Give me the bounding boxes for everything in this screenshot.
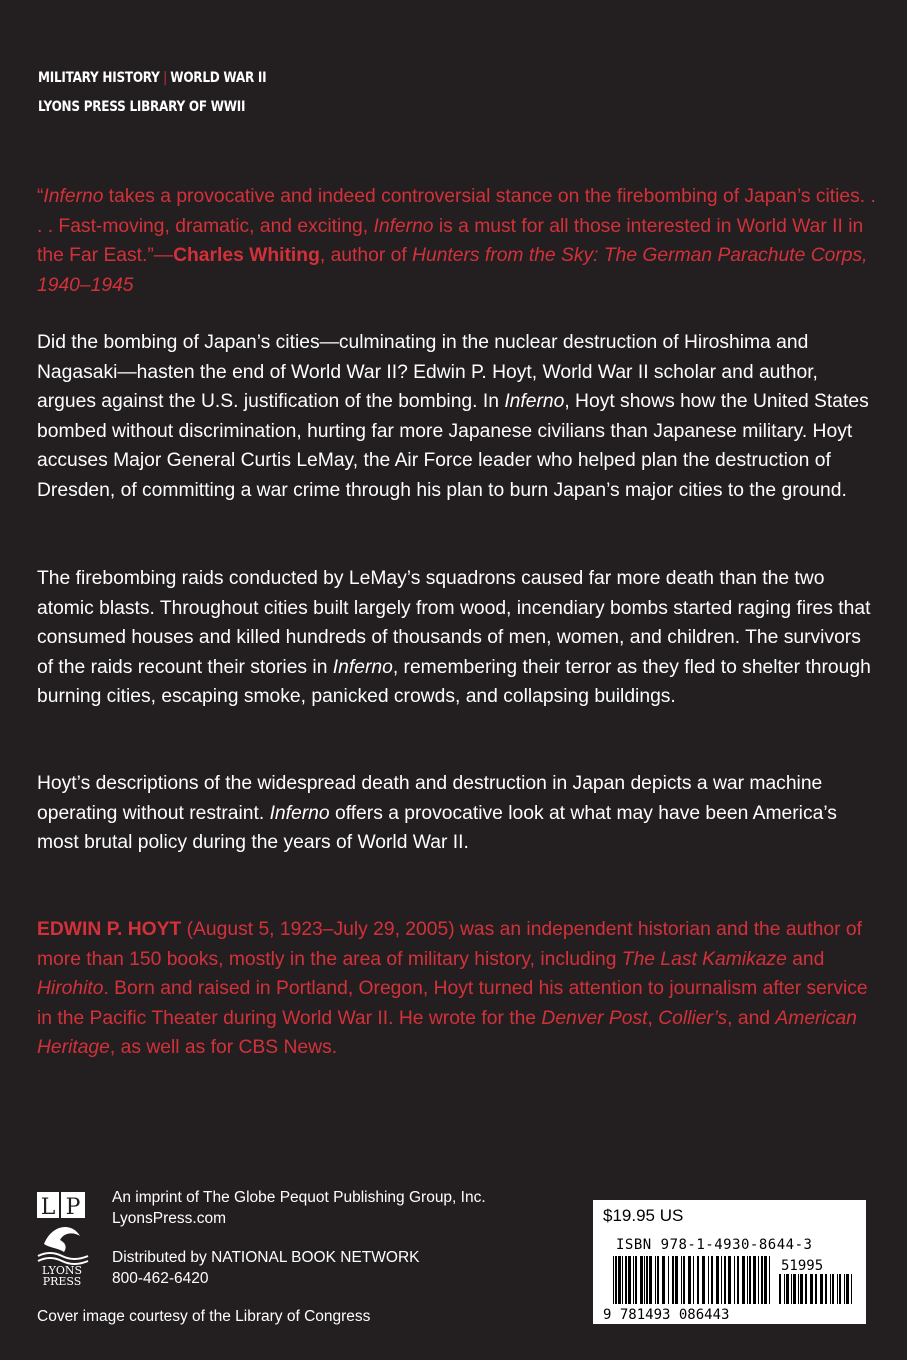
barcode-bar <box>832 1274 834 1304</box>
barcode-bar <box>721 1256 722 1304</box>
quote-author: Charles Whiting <box>173 245 320 266</box>
barcode-bar <box>724 1256 726 1304</box>
bio-text-5: , and <box>727 1007 776 1029</box>
barcode-bar <box>675 1256 678 1304</box>
barcode-bar <box>635 1256 637 1304</box>
ean-bars <box>613 1256 770 1304</box>
distributor-line: Distributed by NATIONAL BOOK NETWORK <box>112 1249 420 1266</box>
barcode-bar <box>779 1274 781 1304</box>
barcode-bar <box>672 1256 674 1304</box>
bio-title-5: American Heritage <box>37 1007 857 1058</box>
bio-title-4: Collier’s <box>658 1007 728 1029</box>
ean-digits: 9 781493 086443 <box>603 1307 730 1323</box>
barcode-bar <box>613 1256 614 1304</box>
phone-number: 800-462-6420 <box>112 1270 209 1287</box>
barcode-bar <box>640 1256 643 1304</box>
barcode-bar <box>688 1256 691 1304</box>
review-quote <box>37 182 877 300</box>
barcode-bar <box>628 1256 631 1304</box>
barcode-bar <box>747 1256 748 1304</box>
barcode-panel <box>593 1200 866 1324</box>
barcode-bar <box>683 1256 685 1304</box>
price-label: $19.95 US <box>603 1206 684 1225</box>
category-separator: | <box>163 70 167 86</box>
website-link[interactable]: LyonsPress.com <box>112 1210 226 1227</box>
distribution-info <box>112 1247 419 1289</box>
quote-text-3: , author of <box>319 245 413 266</box>
barcode-bar <box>681 1256 682 1304</box>
body-p3-title: Inferno <box>269 802 330 824</box>
lyons-press-logo-icon <box>34 1190 94 1286</box>
quote-title-1: Inferno <box>43 186 104 207</box>
barcode-bar <box>649 1256 652 1304</box>
barcode-bar <box>786 1274 789 1304</box>
body-p2-title: Inferno <box>332 656 393 678</box>
imprint-line: An imprint of The Globe Pequot Publishing Group, Inc. <box>112 1189 486 1206</box>
bio-author-name: EDWIN P. HOYT <box>37 919 182 940</box>
bio-title-1: The Last Kamikaze <box>621 948 787 970</box>
bio-title-3: Denver Post <box>541 1007 648 1029</box>
barcode-bar <box>825 1274 827 1304</box>
barcode-bar <box>668 1256 669 1304</box>
bio-text-6: , as well as for CBS News. <box>109 1037 338 1058</box>
barcode-bar <box>697 1256 699 1304</box>
barcode-bar <box>761 1256 763 1304</box>
addon-bars <box>779 1274 852 1304</box>
barcode-bar <box>625 1256 627 1304</box>
barcode-bar <box>615 1256 617 1304</box>
barcode-bar <box>753 1256 756 1304</box>
publisher-info <box>112 1187 486 1229</box>
barcode-bar <box>839 1274 841 1304</box>
barcode-bar <box>810 1274 813 1304</box>
barcode-bar <box>837 1274 838 1304</box>
barcode-bar <box>662 1256 665 1304</box>
isbn-label: ISBN 978-1-4930-8644-3 <box>616 1237 813 1253</box>
body-paragraph-2 <box>37 564 877 712</box>
barcode-bar <box>693 1256 694 1304</box>
barcode-bar <box>791 1274 792 1304</box>
body-p2-text-a: The firebombing raids conducted by LeMay’s squadrons caused far more death than the two atomic blasts. Throughout cities built largely from wood, incendiary bombs started raging fires that consumed houses and killed hundreds of thousands of men, women, and children. The survivors of the raids recount their stories in <box>37 568 871 678</box>
barcode-bar <box>622 1256 623 1304</box>
bio-title-2: Hirohito <box>37 978 104 999</box>
barcode-bar <box>844 1274 845 1304</box>
logo-letter-l: L <box>40 1195 56 1220</box>
cover-credit: Cover image courtesy of the Library of Congress <box>37 1308 371 1325</box>
quote-open: “ <box>37 186 44 207</box>
series-name: LYONS PRESS LIBRARY OF WWII <box>38 99 246 115</box>
bio-text-3: . Born and raised in Portland, Oregon, Hoyt turned his attention to journalism after service in the Pacific Theater during World War II. He wrote for the <box>37 978 868 1029</box>
barcode-bar <box>749 1256 751 1304</box>
barcode-bar <box>800 1274 803 1304</box>
bio-text-1: (August 5, 1923–July 29, 2005) was an independent historian and the author of more than 150 books, mostly in the area of military history, including <box>37 919 862 970</box>
body-p1-text-b: , Hoyt shows how the United States bombed without discrimination, hurting far more Japanese civilians than Japanese military. Hoyt accuses Major General Curtis LeMay, the Air Force leader who helped plan the destruction of Dresden, of committing a war crime through his plan to burn Japan’s major cities to the ground. <box>37 391 869 501</box>
barcode-bar <box>764 1256 767 1304</box>
logo-dolphin-shape <box>44 1227 80 1252</box>
barcode-bar <box>644 1256 645 1304</box>
body-p3-text-a: Hoyt’s descriptions of the widespread death and destruction in Japan depicts a war machine operating without restraint. <box>37 773 823 824</box>
barcode-bar <box>758 1256 759 1304</box>
body-paragraph-3 <box>37 769 877 858</box>
barcode-bar <box>851 1274 852 1304</box>
logo-text-lyons: LYONS <box>41 1264 83 1277</box>
body-p2-text-b: , remembering their terror as they fled to shelter through burning cities, escaping smoke, panicked crowds, and collapsing buildings. <box>37 656 871 707</box>
barcode-bar <box>784 1274 785 1304</box>
body-p1-title: Inferno <box>504 391 565 412</box>
barcode-bar <box>734 1256 735 1304</box>
barcode-bar <box>830 1274 831 1304</box>
barcode-bar <box>798 1274 799 1304</box>
quote-text-2: is a must for all those interested in World War II in the Far East.”— <box>37 215 864 266</box>
barcode-bar <box>633 1256 634 1304</box>
author-bio <box>37 915 877 1063</box>
quote-book-title: Hunters from the Sky: The German Parachute Corps, 1940–1945 <box>37 245 868 296</box>
category-line <box>38 70 266 86</box>
barcode-bar <box>702 1256 705 1304</box>
barcode-icon <box>593 1200 866 1324</box>
barcode-bar <box>737 1256 739 1304</box>
bio-text-2: and <box>786 948 825 970</box>
bio-text-4: , <box>647 1007 659 1029</box>
barcode-bar <box>793 1274 796 1304</box>
barcode-bar <box>711 1256 713 1304</box>
barcode-bar <box>846 1274 849 1304</box>
category-military-history: MILITARY HISTORY <box>38 70 160 86</box>
body-p3-text-b: offers a provocative look at what may have been America’s most brutal policy during the years of World War II. <box>37 802 837 853</box>
category-wwii: WORLD WAR II <box>170 70 267 86</box>
barcode-bar <box>805 1274 807 1304</box>
barcode-bar <box>820 1274 823 1304</box>
barcode-bar <box>815 1274 817 1304</box>
body-paragraph-1 <box>37 328 877 505</box>
addon-digits: 51995 <box>781 1258 824 1274</box>
barcode-bar <box>618 1256 621 1304</box>
body-p1-text-a: Did the bombing of Japan’s cities—culminating in the nuclear destruction of Hiroshima and Nagasaki—hasten the end of World War II? Edwin P. Hoyt, World War II scholar and author, argues against the U.S. justification of the bombing. In <box>37 332 818 412</box>
barcode-bar <box>716 1256 719 1304</box>
logo-letter-p: P <box>65 1195 81 1220</box>
barcode-bar <box>655 1256 656 1304</box>
logo-text-press: PRESS <box>42 1275 82 1286</box>
quote-text-1: takes a provocative and indeed controversial stance on the firebombing of Japan’s cities. . . . Fast-moving, dramatic, and exciting, <box>37 186 876 237</box>
quote-title-2: Inferno <box>373 215 434 237</box>
barcode-bar <box>769 1256 770 1304</box>
barcode-bar <box>742 1256 745 1304</box>
barcode-bar <box>646 1256 648 1304</box>
barcode-bar <box>708 1256 709 1304</box>
barcode-bar <box>657 1256 659 1304</box>
barcode-bar <box>728 1256 731 1304</box>
